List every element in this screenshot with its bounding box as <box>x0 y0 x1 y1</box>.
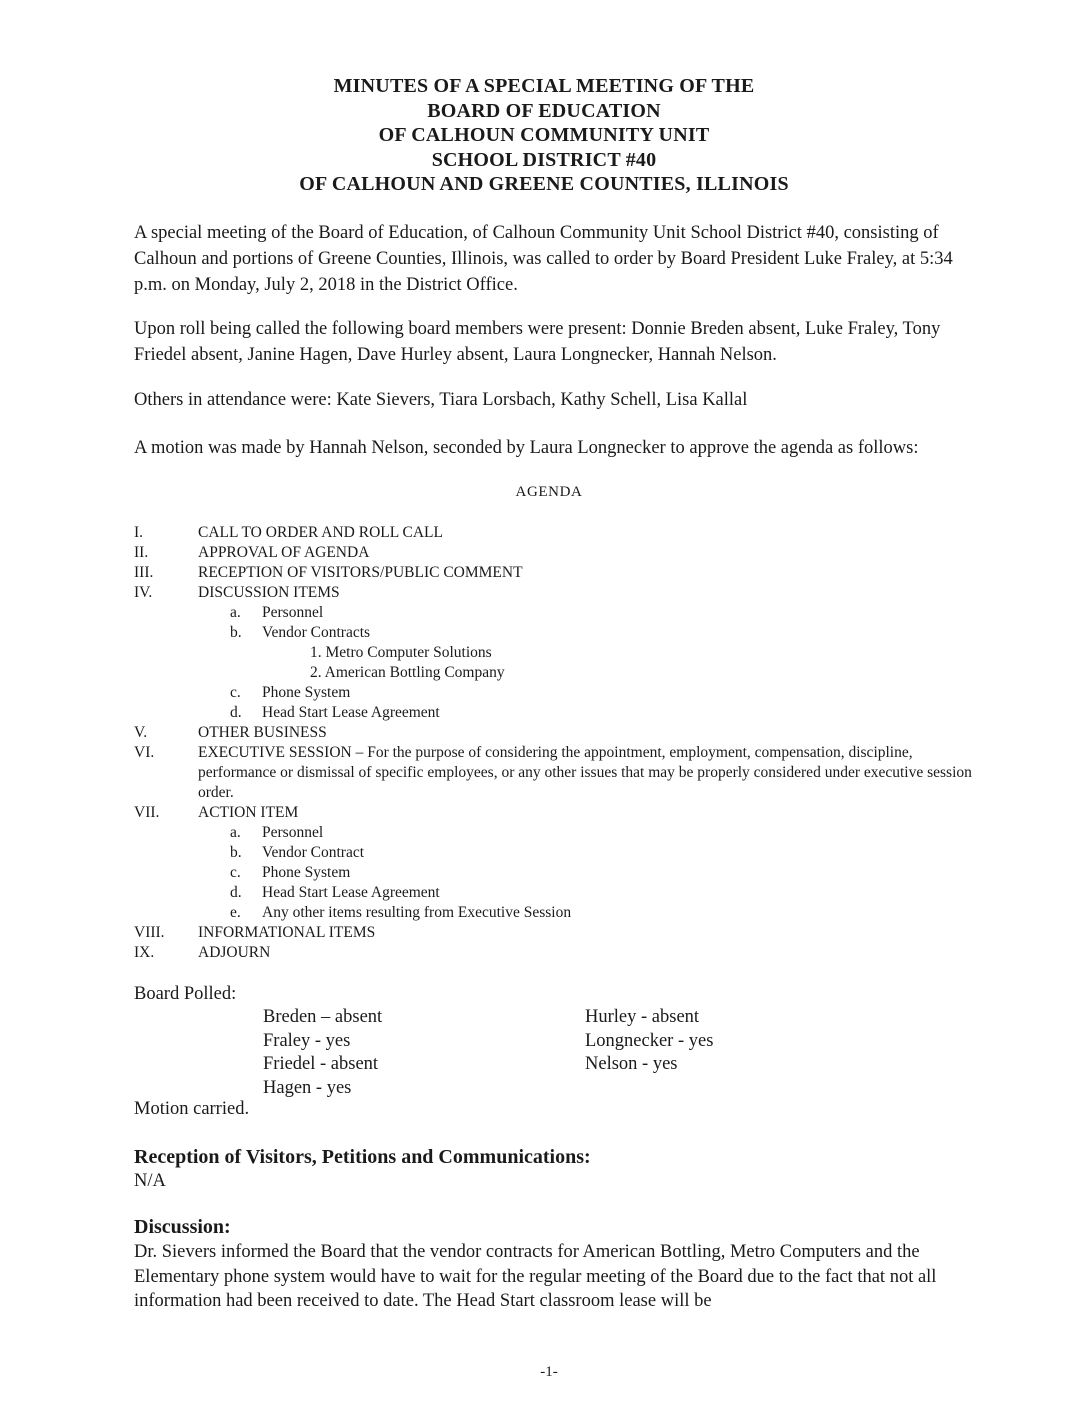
agenda-item-number: III. <box>134 564 154 581</box>
roll-call-paragraph: Upon roll being called the following board members were present: Donnie Breden absent, Luke Fraley, Tony Friedel absent, Janine Hagen, Dave Hurley absent, Laura Longnecker, Hannah Nelson. <box>134 319 941 365</box>
agenda-item-text: DISCUSSION ITEMS <box>198 584 340 601</box>
agenda-item-number: II. <box>134 544 149 561</box>
poll-entry: Longnecker - yes <box>585 1030 714 1051</box>
heading-line-5: OF CALHOUN AND GREENE COUNTIES, ILLINOIS <box>299 173 789 195</box>
agenda-subitem <box>134 623 974 643</box>
agenda-subitem <box>134 863 974 883</box>
agenda-item <box>134 523 974 543</box>
agenda-item-number: I. <box>134 524 144 541</box>
agenda-item-number: IV. <box>134 584 153 601</box>
discussion-heading: Discussion: <box>134 1216 231 1238</box>
agenda-subitem-letter: a. <box>230 604 241 621</box>
agenda-subsubitem <box>134 663 974 683</box>
agenda-subitem-letter: c. <box>230 684 241 701</box>
agenda-subitem <box>134 603 974 623</box>
reception-heading: Reception of Visitors, Petitions and Communications: <box>134 1146 591 1168</box>
agenda-item-text: CALL TO ORDER AND ROLL CALL <box>198 524 443 541</box>
poll-entry: Fraley - yes <box>263 1030 351 1051</box>
agenda-item-text: ADJOURN <box>198 944 271 961</box>
agenda-subsubitem-text: 1. Metro Computer Solutions <box>310 644 492 661</box>
poll-entry: Hurley - absent <box>585 1007 700 1027</box>
page-number: -1- <box>540 1364 558 1380</box>
agenda-motion-paragraph: A motion was made by Hannah Nelson, seconded by Laura Longnecker to approve the agenda as follows: <box>134 438 919 458</box>
agenda-subitem <box>134 903 974 923</box>
poll-entry: Hagen - yes <box>263 1077 352 1098</box>
agenda-item <box>134 583 974 603</box>
agenda-item-text: OTHER BUSINESS <box>198 724 327 741</box>
heading-line-4: SCHOOL DISTRICT #40 <box>431 148 657 171</box>
agenda-item <box>134 543 974 563</box>
agenda-item-text: INFORMATIONAL ITEMS <box>198 924 376 941</box>
poll-entry: Breden – absent <box>263 1007 383 1027</box>
agenda-item-text: ACTION ITEM <box>198 804 299 821</box>
heading-line-1: MINUTES OF A SPECIAL MEETING OF THE <box>333 75 755 97</box>
discussion-text: Dr. Sievers informed the Board that the vendor contracts for American Bottling, Metro Computers and the Elementary phone system would have to wait for the regular meeting of the Board due to the fact that not all information had been received to date. The Head Start classroom lease will be <box>134 1242 937 1311</box>
agenda-subitem-text: Head Start Lease Agreement <box>262 884 440 901</box>
document-heading <box>0 74 1088 197</box>
agenda-item <box>134 923 974 943</box>
agenda-list <box>134 523 974 963</box>
heading-line-3: OF CALHOUN COMMUNITY UNIT <box>378 124 710 146</box>
agenda-subitem-text: Vendor Contract <box>262 844 365 861</box>
agenda-subitem-letter: d. <box>230 704 242 721</box>
agenda-subitem-text: Personnel <box>262 824 324 841</box>
poll-column-right <box>585 1006 713 1077</box>
agenda-subitem-letter: b. <box>230 844 242 861</box>
poll-column-left <box>263 1006 382 1100</box>
agenda-item <box>134 743 974 803</box>
agenda-item-number: VII. <box>134 804 160 821</box>
agenda-subsubitem-text: 2. American Bottling Company <box>310 664 505 681</box>
poll-entry: Friedel - absent <box>263 1054 379 1074</box>
agenda-item <box>134 803 974 823</box>
agenda-item-text: EXECUTIVE SESSION – For the purpose of considering the appointment, employment, compensation, discipline, performance or dismissal of specific employees, or any other issues that may be properly considered under executive session order. <box>198 744 972 801</box>
agenda-item <box>134 723 974 743</box>
heading-line-2: BOARD OF EDUCATION <box>427 99 661 122</box>
agenda-subitem-text: Phone System <box>262 684 351 701</box>
agenda-subitem-letter: c. <box>230 864 241 881</box>
agenda-subitem <box>134 823 974 843</box>
agenda-title: AGENDA <box>515 484 583 500</box>
agenda-subitem-letter: d. <box>230 884 242 901</box>
agenda-subitem <box>134 683 974 703</box>
agenda-item-number: VI. <box>134 744 155 761</box>
agenda-subitem-letter: e. <box>230 904 241 921</box>
attendance-paragraph: Others in attendance were: Kate Sievers, Tiara Lorsbach, Kathy Schell, Lisa Kallal <box>134 390 748 410</box>
agenda-item <box>134 563 974 583</box>
agenda-item <box>134 943 974 963</box>
agenda-subsubitem <box>134 643 974 663</box>
agenda-subitem-text: Head Start Lease Agreement <box>262 704 440 721</box>
poll-entry: Nelson - yes <box>585 1054 678 1074</box>
call-to-order-paragraph: A special meeting of the Board of Education, of Calhoun Community Unit School District #40, consisting of Calhoun and portions of Greene Counties, Illinois, was called to order by Board President Luke Fraley, at 5:34 p.m. on Monday, July 2, 2018 in the District Office. <box>134 223 953 295</box>
agenda-item-text: RECEPTION OF VISITORS/PUBLIC COMMENT <box>198 564 523 581</box>
agenda-subitem-text: Vendor Contracts <box>262 624 371 641</box>
agenda-subitem-letter: b. <box>230 624 242 641</box>
agenda-item-number: V. <box>134 724 148 741</box>
agenda-subitem-letter: a. <box>230 824 241 841</box>
agenda-subitem <box>134 883 974 903</box>
agenda-subitem <box>134 703 974 723</box>
agenda-subitem-text: Personnel <box>262 604 324 621</box>
agenda-item-text: APPROVAL OF AGENDA <box>198 544 370 561</box>
agenda-item-number: IX. <box>134 944 155 961</box>
agenda-subitem-text: Any other items resulting from Executive Session <box>262 904 572 921</box>
agenda-subitem <box>134 843 974 863</box>
agenda-subitem-text: Phone System <box>262 864 351 881</box>
agenda-item-number: VIII. <box>134 924 165 941</box>
board-polled-label: Board Polled: <box>134 984 237 1004</box>
reception-text: N/A <box>134 1171 166 1191</box>
motion-result: Motion carried. <box>134 1099 250 1119</box>
